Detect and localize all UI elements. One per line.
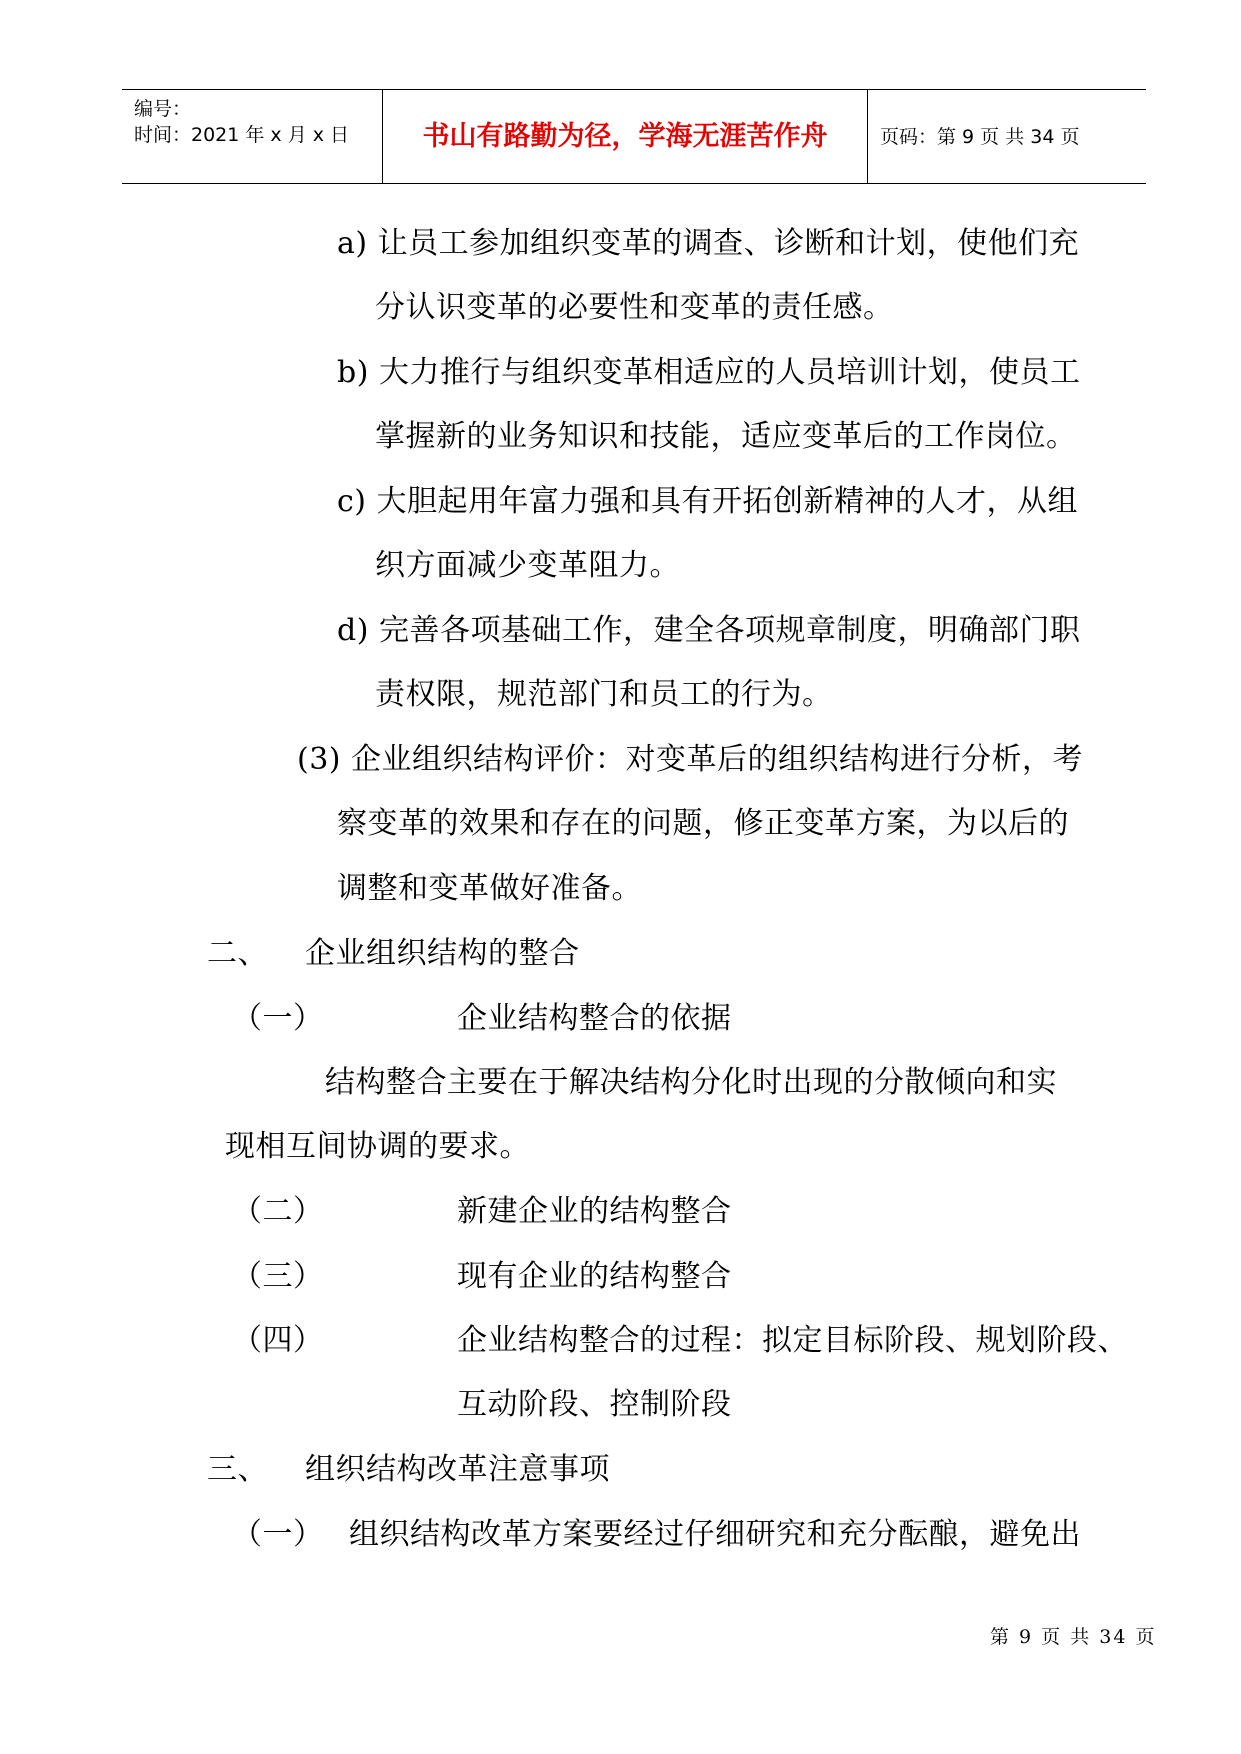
- subsection-2-3-title: 现有企业的结构整合: [457, 1259, 732, 1294]
- subsection-2-2-title: 新建企业的结构整合: [457, 1194, 732, 1229]
- list-item-b-line2: 掌握新的业务知识和技能，适应变革后的工作岗位。: [375, 419, 1077, 454]
- document-number-label: 编号：: [134, 98, 192, 120]
- list-item-b-line1: b) 大力推行与组织变革相适应的人员培训计划，使员工: [337, 355, 1081, 390]
- item-3-line3: 调整和变革做好准备。: [337, 871, 642, 906]
- subsection-2-4-number: （四）: [232, 1323, 324, 1358]
- subsection-3-1-text: 组织结构改革方案要经过仔细研究和充分酝酿，避免出: [349, 1517, 1081, 1552]
- subsection-2-1-number: （一）: [232, 1001, 324, 1036]
- header-motto: 书山有路勤为径，学海无涯苦作舟: [422, 121, 828, 152]
- subsection-2-4-title-line2: 互动阶段、控制阶段: [457, 1387, 732, 1422]
- document-header: [122, 89, 1146, 184]
- paragraph-line2: 现相互间协调的要求。: [225, 1129, 530, 1164]
- section-3-title: 组织结构改革注意事项: [305, 1452, 610, 1487]
- subsection-2-4-title-line1: 企业结构整合的过程：拟定目标阶段、规划阶段、: [457, 1323, 1128, 1358]
- list-item-c-line1: c) 大胆起用年富力强和具有开拓创新精神的人才，从组: [337, 484, 1079, 519]
- list-item-c-line2: 织方面减少变革阻力。: [375, 548, 680, 583]
- header-page-info: 页码：第 9 页 共 34 页: [880, 126, 1080, 148]
- list-item-d-line2: 责权限，规范部门和员工的行为。: [375, 677, 833, 712]
- subsection-2-3-number: （三）: [232, 1259, 324, 1294]
- header-divider: [867, 90, 868, 183]
- subsection-3-1-number: （一）: [232, 1517, 324, 1552]
- header-divider: [382, 90, 383, 183]
- item-3-line1: (3) 企业组织结构评价：对变革后的组织结构进行分析，考: [297, 742, 1084, 777]
- section-3-number: 三、: [207, 1452, 268, 1487]
- item-3-line2: 察变革的效果和存在的问题，修正变革方案，为以后的: [337, 806, 1069, 841]
- subsection-2-2-number: （二）: [232, 1194, 324, 1229]
- list-item-d-line1: d) 完善各项基础工作，建全各项规章制度，明确部门职: [337, 613, 1081, 648]
- document-time-label: 时间：2021 年 x 月 x 日: [134, 124, 350, 146]
- section-2-title: 企业组织结构的整合: [305, 936, 580, 971]
- list-item-a-line1: a) 让员工参加组织变革的调查、诊断和计划，使他们充: [337, 226, 1080, 261]
- paragraph-line1: 结构整合主要在于解决结构分化时出现的分散倾向和实: [325, 1065, 1057, 1100]
- page-footer: 第 9 页 共 34 页: [990, 1626, 1157, 1648]
- list-item-a-line2: 分认识变革的必要性和变革的责任感。: [375, 290, 894, 325]
- section-2-number: 二、: [207, 936, 268, 971]
- subsection-2-1-title: 企业结构整合的依据: [457, 1001, 732, 1036]
